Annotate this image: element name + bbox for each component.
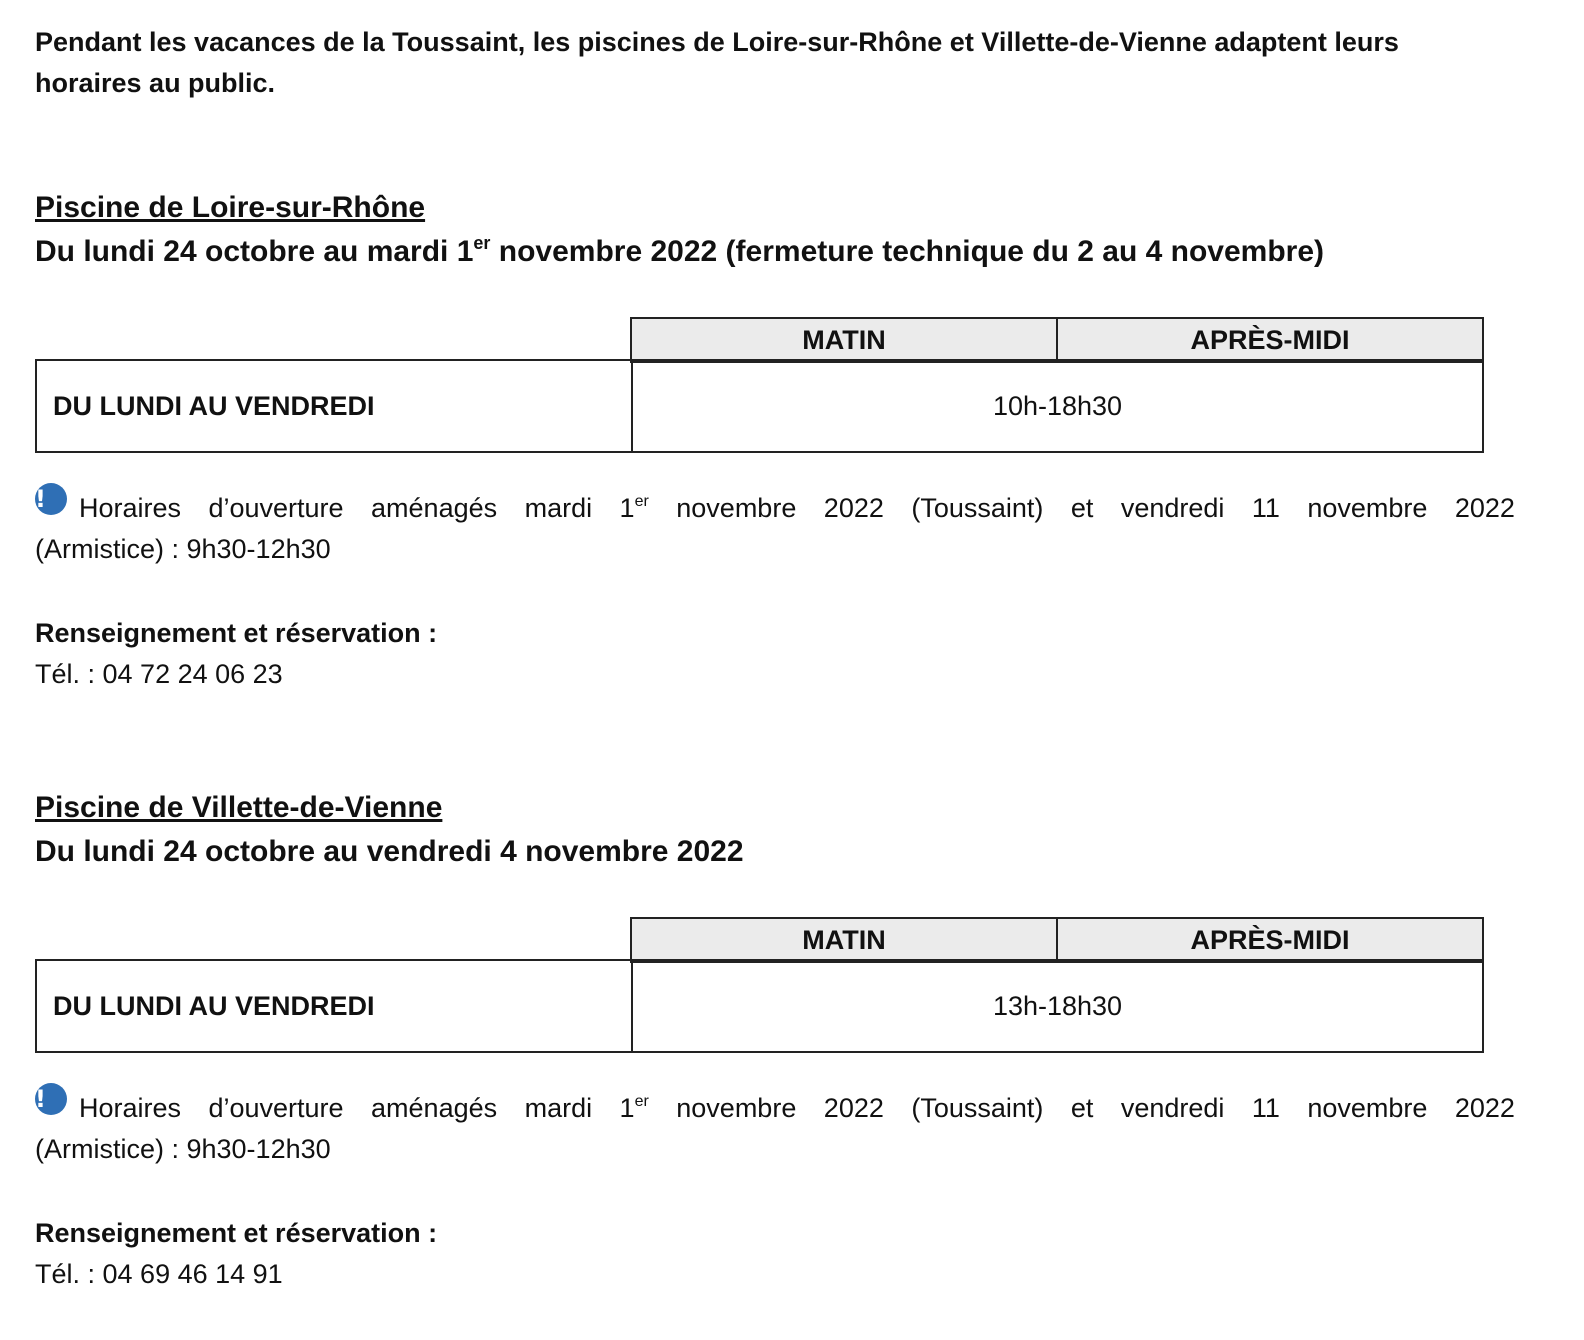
note-date-ordinal <box>620 488 649 529</box>
exclamation-info-icon: ! <box>35 483 67 515</box>
note-number: 1 <box>619 493 635 523</box>
note-line-2: (Armistice) : 9h30-12h30 <box>35 534 331 564</box>
schedule-header <box>630 917 1484 963</box>
note-word: mardi <box>524 1093 593 1123</box>
note-date-ordinal <box>620 1088 649 1129</box>
note-word: et <box>1070 1093 1094 1123</box>
period-text: Du lundi 24 octobre au vendredi 4 novembre 2022 <box>35 835 744 868</box>
period-text: Du lundi 24 octobre au mardi 1 <box>35 235 474 268</box>
note-word: vendredi <box>1120 1093 1225 1123</box>
row-hours: 13h-18h30 <box>992 990 1123 1021</box>
holiday-note <box>35 1085 1515 1170</box>
contact-phone: Tél. : 04 72 24 06 23 <box>35 659 283 689</box>
exclamation-info-icon: ! <box>35 1083 67 1115</box>
note-word: novembre <box>676 493 797 523</box>
note-word: Horaires <box>79 1093 182 1123</box>
note-word: d’ouverture <box>208 493 344 523</box>
note-word: aménagés <box>371 1093 498 1123</box>
note-number: 1 <box>619 1093 635 1123</box>
note-word: d’ouverture <box>208 1093 344 1123</box>
intro-line-2: horaires au public. <box>35 68 276 98</box>
contact-phone: Tél. : 04 69 46 14 91 <box>35 1259 283 1289</box>
note-word: 11 <box>1251 493 1280 523</box>
schedule-header <box>630 317 1484 363</box>
schedule-row <box>35 959 1484 1053</box>
contact-label: Renseignement et réservation : <box>35 1218 438 1248</box>
intro-line-1: Pendant les vacances de la Toussaint, les piscines de Loire-sur-Rhône et Villette-de-Vienne adaptent leurs <box>35 27 1399 57</box>
header-morning: MATIN <box>802 325 886 355</box>
note-line-1 <box>35 485 1515 529</box>
note-word: 2022 <box>1454 1093 1515 1123</box>
note-line-2: (Armistice) : 9h30-12h30 <box>35 1134 331 1164</box>
pool-title: Piscine de Villette-de-Vienne <box>35 791 443 824</box>
schedule-table <box>35 917 1482 1051</box>
note-word: novembre <box>1307 493 1428 523</box>
note-word: 2022 <box>823 493 884 523</box>
note-word: novembre <box>676 1093 797 1123</box>
pool-section-loire <box>35 186 1515 695</box>
contact-block <box>35 1213 1515 1295</box>
note-word: 2022 <box>823 1093 884 1123</box>
header-morning: MATIN <box>802 925 886 955</box>
row-label: DU LUNDI AU VENDREDI <box>37 361 633 451</box>
header-afternoon: APRÈS-MIDI <box>1056 919 1482 961</box>
intro-paragraph <box>35 22 1515 104</box>
note-word: novembre <box>1307 1093 1428 1123</box>
contact-block <box>35 613 1515 695</box>
note-word: 11 <box>1251 1093 1280 1123</box>
note-superscript: er <box>634 493 649 510</box>
note-word: aménagés <box>371 493 498 523</box>
note-word: mardi <box>524 493 593 523</box>
note-word: (Toussaint) <box>911 493 1044 523</box>
pool-title: Piscine de Loire-sur-Rhône <box>35 191 426 224</box>
note-superscript: er <box>634 1093 649 1110</box>
note-word: vendredi <box>1120 493 1225 523</box>
note-word: (Toussaint) <box>911 1093 1044 1123</box>
note-line-1 <box>35 1085 1515 1129</box>
note-word: 2022 <box>1454 493 1515 523</box>
header-afternoon: APRÈS-MIDI <box>1056 319 1482 361</box>
pool-period <box>35 830 1515 874</box>
period-text-rest: novembre 2022 (fermeture technique du 2 au 4 novembre) <box>490 235 1325 268</box>
row-label: DU LUNDI AU VENDREDI <box>37 961 633 1051</box>
period-superscript: er <box>473 233 491 253</box>
schedule-table <box>35 317 1482 451</box>
note-word: Horaires <box>79 493 182 523</box>
holiday-note <box>35 485 1515 570</box>
row-hours: 10h-18h30 <box>992 390 1123 421</box>
schedule-row <box>35 359 1484 453</box>
pool-section-villette <box>35 786 1515 1295</box>
note-word: et <box>1070 493 1094 523</box>
contact-label: Renseignement et réservation : <box>35 618 438 648</box>
pool-period <box>35 230 1515 274</box>
